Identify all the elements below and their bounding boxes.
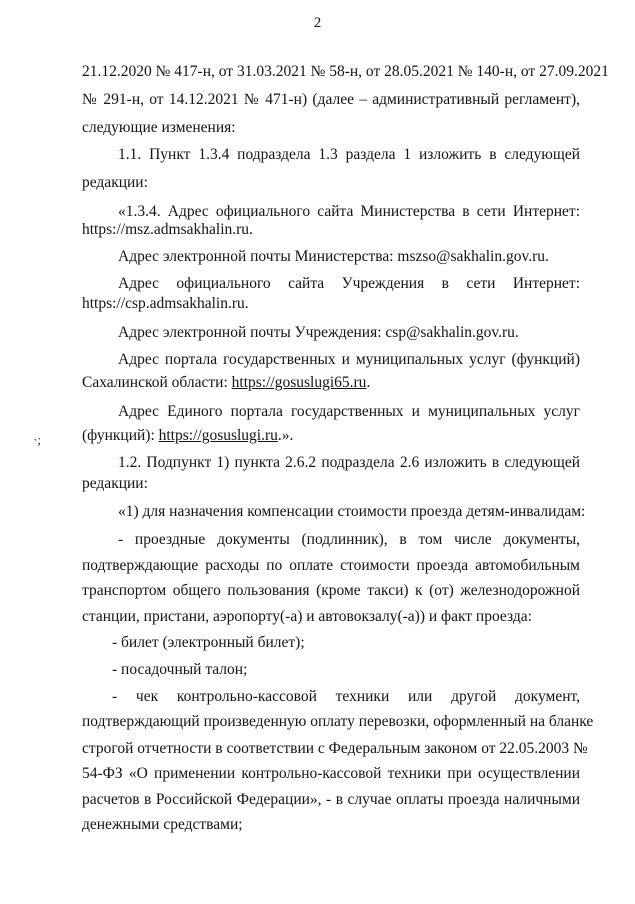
text-line: «1.3.4. Адрес официального сайта Министерства в сети Интернет: xyxy=(118,203,580,220)
gosuslugi-link[interactable]: https://gosuslugi.ru xyxy=(158,427,278,444)
text-fragment: . xyxy=(366,374,371,391)
text-line: Адрес электронной почты Учреждения: csp@sakhalin.gov.ru. xyxy=(118,324,519,341)
text-line: подтверждающие расходы по оплате стоимости проезда автомобильным xyxy=(82,557,580,574)
text-line: https://msz.admsakhalin.ru. xyxy=(82,221,253,238)
text-line: расчетов в Российской Федерации», - в случае оплаты проезда наличными xyxy=(82,791,580,808)
text-fragment: .». xyxy=(277,427,294,444)
text-line: следующие изменения: xyxy=(82,119,236,136)
text-line: - билет (электронный билет); xyxy=(112,634,305,651)
text-line: строгой отчетности в соответствии с Федеральным законом от 22.05.2003 № xyxy=(82,740,588,757)
text-line: станции, пристани, аэропорту(-а) и автовокзалу(-а)) и факт проезда: xyxy=(82,608,532,625)
text-line: транспортом общего пользования (кроме такси) к (от) железнодорожной xyxy=(82,582,580,599)
text-line: 54-ФЗ «О применении контрольно-кассовой техники при осуществлении xyxy=(82,765,580,782)
page-number: 2 xyxy=(313,15,322,31)
text-line: - посадочный талон; xyxy=(112,661,248,678)
text-line: денежными средствами; xyxy=(82,816,243,833)
text-line: - чек контрольно-кассовой техники или другой документ, xyxy=(112,688,580,705)
text-line: Адрес портала государственных и муниципальных услуг (функций) xyxy=(118,351,580,368)
text-line xyxy=(82,426,580,446)
text-line: Адрес Единого портала государственных и муниципальных услуг xyxy=(118,403,580,420)
text-line: подтверждающий произведенную оплату перевозки, оформленный на бланке xyxy=(82,713,594,730)
text-line: 21.12.2020 № 417-н, от 31.03.2021 № 58-н, от 28.05.2021 № 140-н, от 27.09.2021 xyxy=(82,63,609,80)
text-line: https://csp.admsakhalin.ru. xyxy=(82,295,249,312)
text-line: 1.2. Подпункт 1) пункта 2.6.2 подраздела 2.6 изложить в следующей xyxy=(118,454,580,471)
text-line xyxy=(82,373,580,393)
text-fragment: (функций): xyxy=(82,427,159,444)
gosuslugi65-link[interactable]: https://gosuslugi65.ru xyxy=(231,374,367,391)
text-line: Адрес официального сайта Учреждения в сети Интернет: xyxy=(118,275,580,292)
text-line: - проездные документы (подлинник), в том числе документы, xyxy=(118,531,580,548)
text-line: редакции: xyxy=(82,174,148,191)
text-line: Адрес электронной почты Министерства: mszso@sakhalin.gov.ru. xyxy=(118,248,549,265)
text-line: редакции: xyxy=(82,475,148,492)
text-fragment: Сахалинской области: xyxy=(82,374,232,391)
text-line: № 291-н, от 14.12.2021 № 471-н) (далее – административный регламент), xyxy=(82,91,580,108)
text-line: «1) для назначения компенсации стоимости проезда детям-инвалидам: xyxy=(118,503,586,520)
margin-mark: ·; xyxy=(33,432,41,447)
text-line: 1.1. Пункт 1.3.4 подраздела 1.3 раздела 1 изложить в следующей xyxy=(118,146,580,163)
